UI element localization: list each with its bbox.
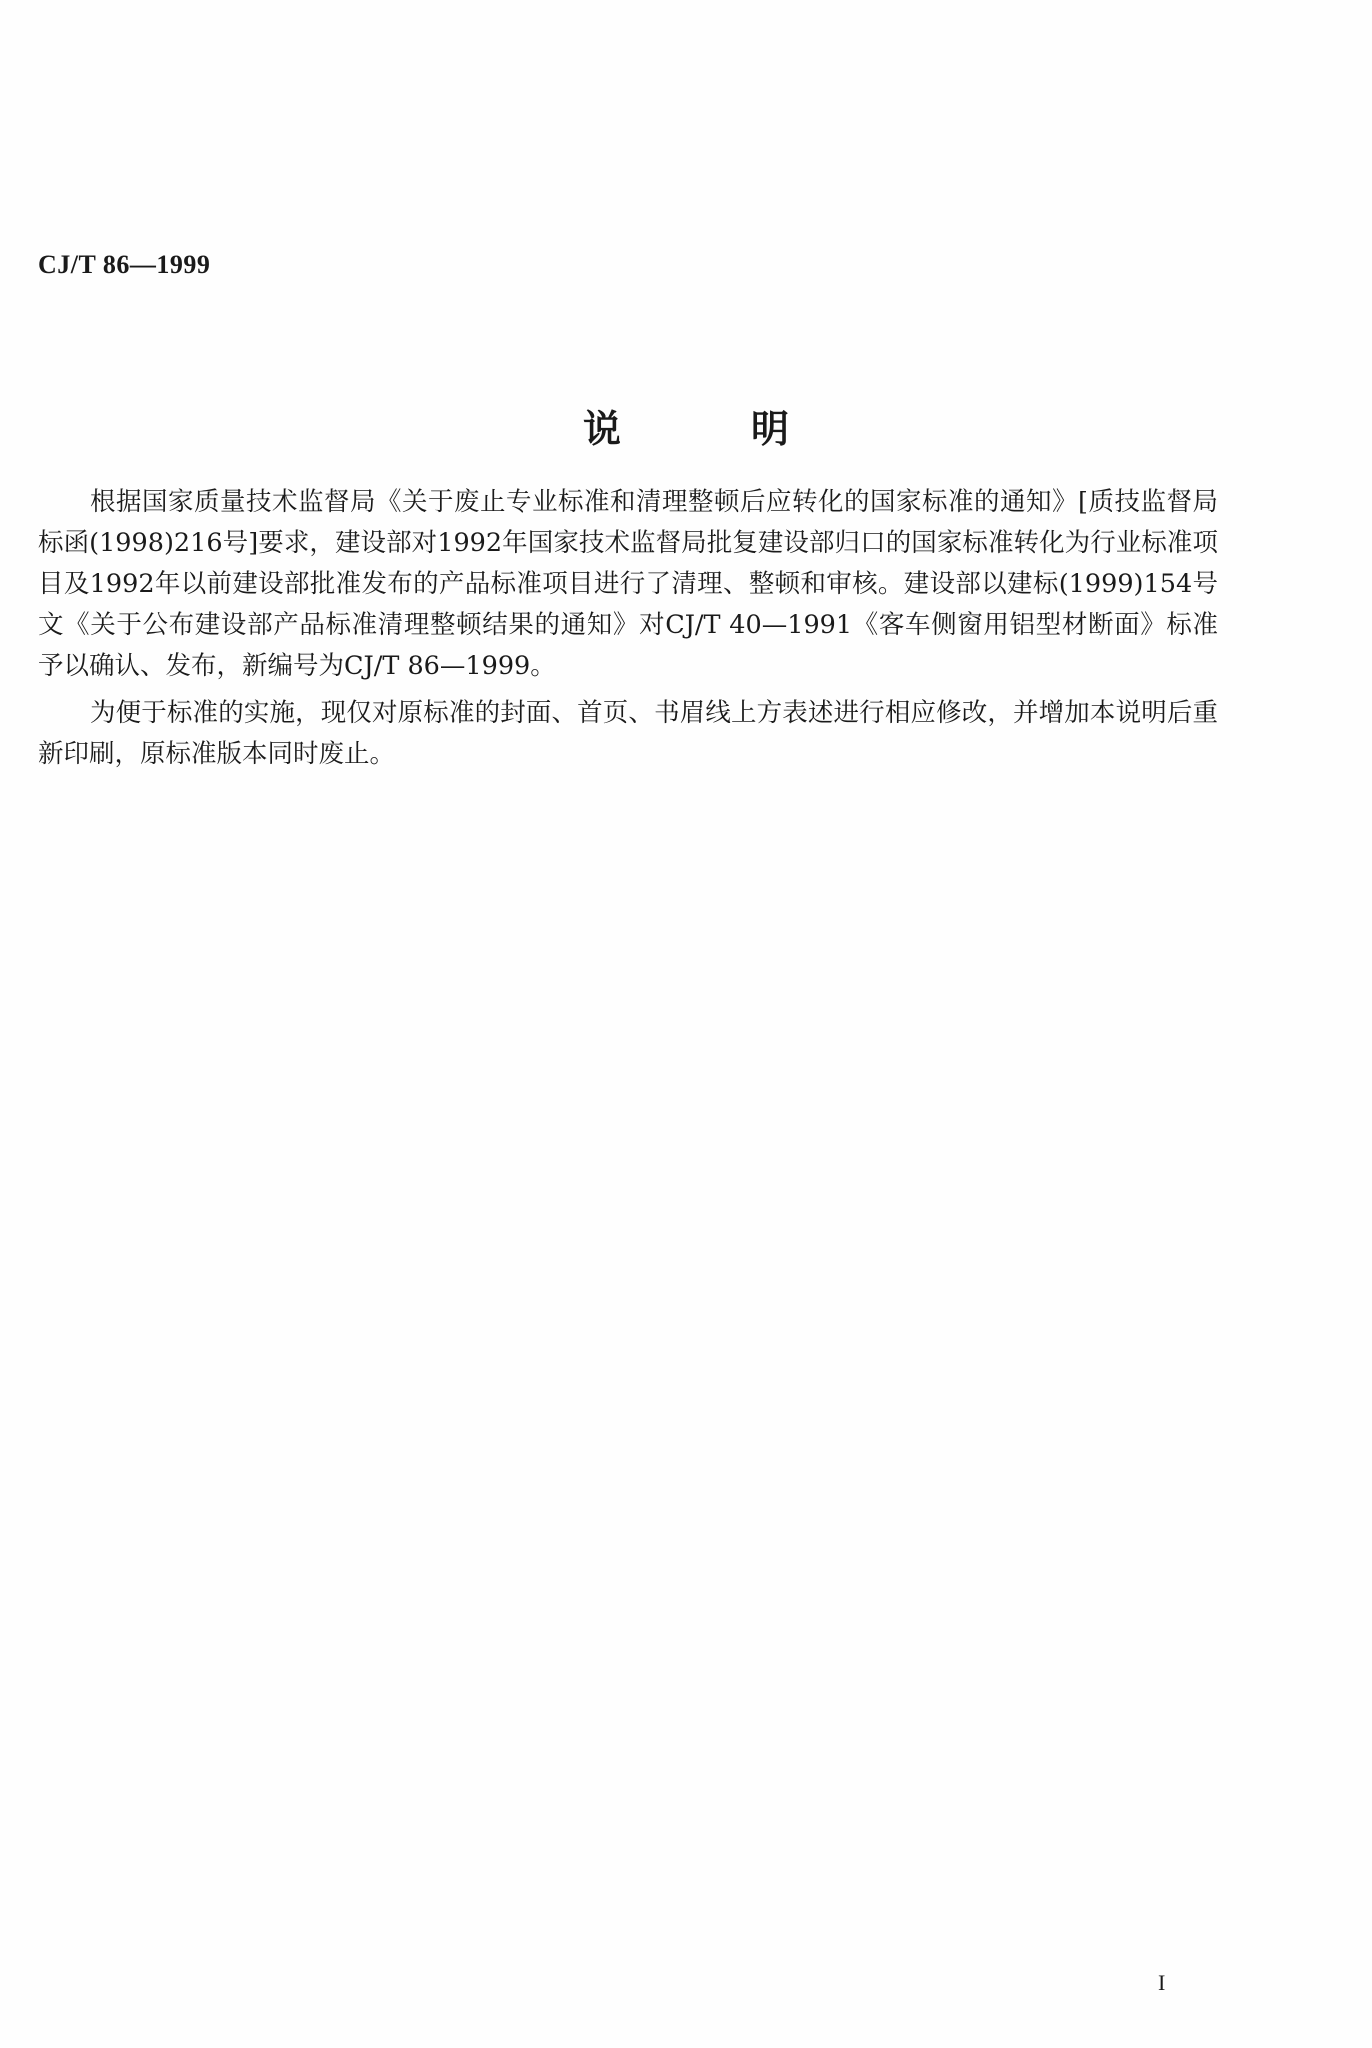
page-number: I [1158,1970,1166,1995]
paragraph-2: 为便于标准的实施，现仅对原标准的封面、首页、书眉线上方表述进行相应修改，并增加本说明后重新印刷，原标准版本同时废止。 [38,698,1218,769]
page-title: 说明 [582,407,919,451]
body-text [38,482,1218,781]
paragraph-1: 根据国家质量技术监督局《关于废止专业标准和清理整顿后应转化的国家标准的通知》[质技监督局标函(1998)216号]要求，建设部对1992年国家技术监督局批复建设部归口的国家标准转化为行业标准项目及1992年以前建设部批准发布的产品标准项目进行了清理、整顿和审核。建设部以建标(1999)154号文《关于公布建设部产品标准清理整顿结果的通知》对CJ/T 40—1991《客车侧窗用铝型材断面》标准予以确认、发布，新编号为CJ/T 86—1999。 [38,487,1218,681]
standard-code: CJ/T 86—1999 [38,250,211,279]
